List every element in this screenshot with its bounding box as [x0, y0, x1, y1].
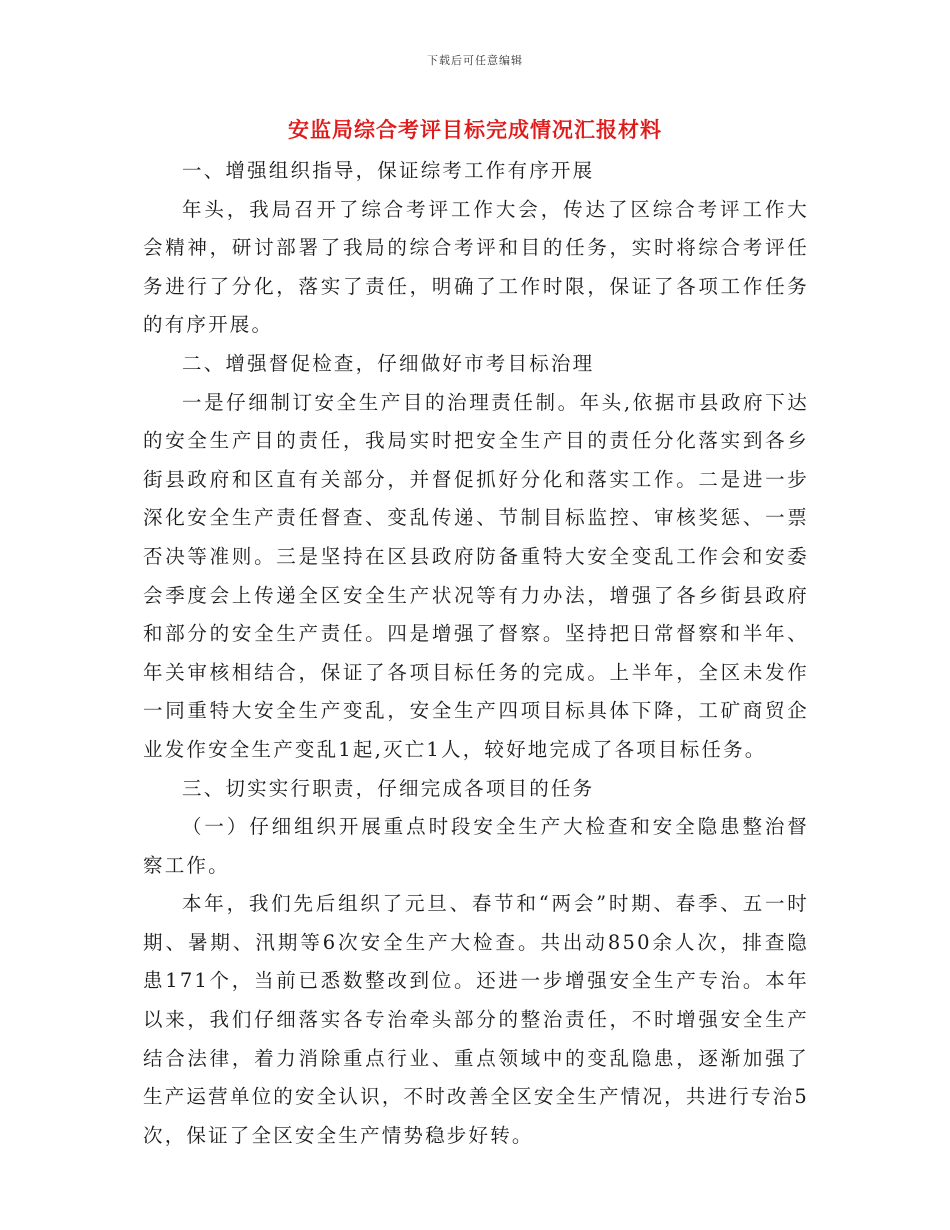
section-heading: 二、增强督促检查，仔细做好市考目标治理	[182, 351, 595, 375]
paragraph: 一是仔细制订安全生产目的治理责任制。年头,依据市县政府下达的安全生产目的责任，我局实时把安全生产目的责任分化落实到各乡街县政府和区直有关部分，并督促抓好分化和落实工作。二是进一步深化安全生产责任督查、变乱传递、节制目标监控、审核奖惩、一票否决等准则。三是坚持在区县政府防备重特大安全变乱工作会和安委会季度会上传递全区安全生产状况等有力办法，增强了各乡街县政府和部分的安全生产责任。四是增强了督察。坚持把日常督察和半年、年关审核相结合，保证了各项目标任务的完成。上半年，全区未发作一同重特大安全生产变乱，安全生产四项目标具体下降，工矿商贸企业发作安全生产变乱1起,灭亡1人，较好地完成了各项目标任务。	[143, 390, 809, 761]
page-header: 下载后可任意编辑	[427, 54, 523, 67]
paragraph: 本年，我们先后组织了元旦、春节和“两会”时期、春季、五一时期、暑期、汛期等6次安全生产大检查。共出动850余人次，排查隐患171个，当前已悉数整改到位。还进一步增强安全生产专治。本年以来，我们仔细落实各专治牵头部分的整治责任，不时增强安全生产结合法律，着力消除重点行业、重点领域中的变乱隐患，逐渐加强了生产运营单位的安全认识，不时改善全区安全生产情况，共进行专治5次，保证了全区安全生产情势稳步好转。	[143, 892, 809, 1147]
subsection-heading: （一）仔细组织开展重点时段安全生产大检查和安全隐患整治督察工作。	[143, 815, 809, 877]
section-heading: 三、切实实行职责，仔细完成各项目的任务	[182, 776, 595, 800]
document-title: 安监局综合考评目标完成情况汇报材料	[288, 117, 662, 142]
document-body	[143, 152, 809, 1155]
paragraph: 年头，我局召开了综合考评工作大会，传达了区综合考评工作大会精神，研讨部署了我局的综合考评和目的任务，实时将综合考评任务进行了分化，落实了责任，明确了工作时限，保证了各项工作任务的有序开展。	[143, 197, 809, 337]
section-heading: 一、增强组织指导，保证综考工作有序开展	[182, 159, 595, 182]
